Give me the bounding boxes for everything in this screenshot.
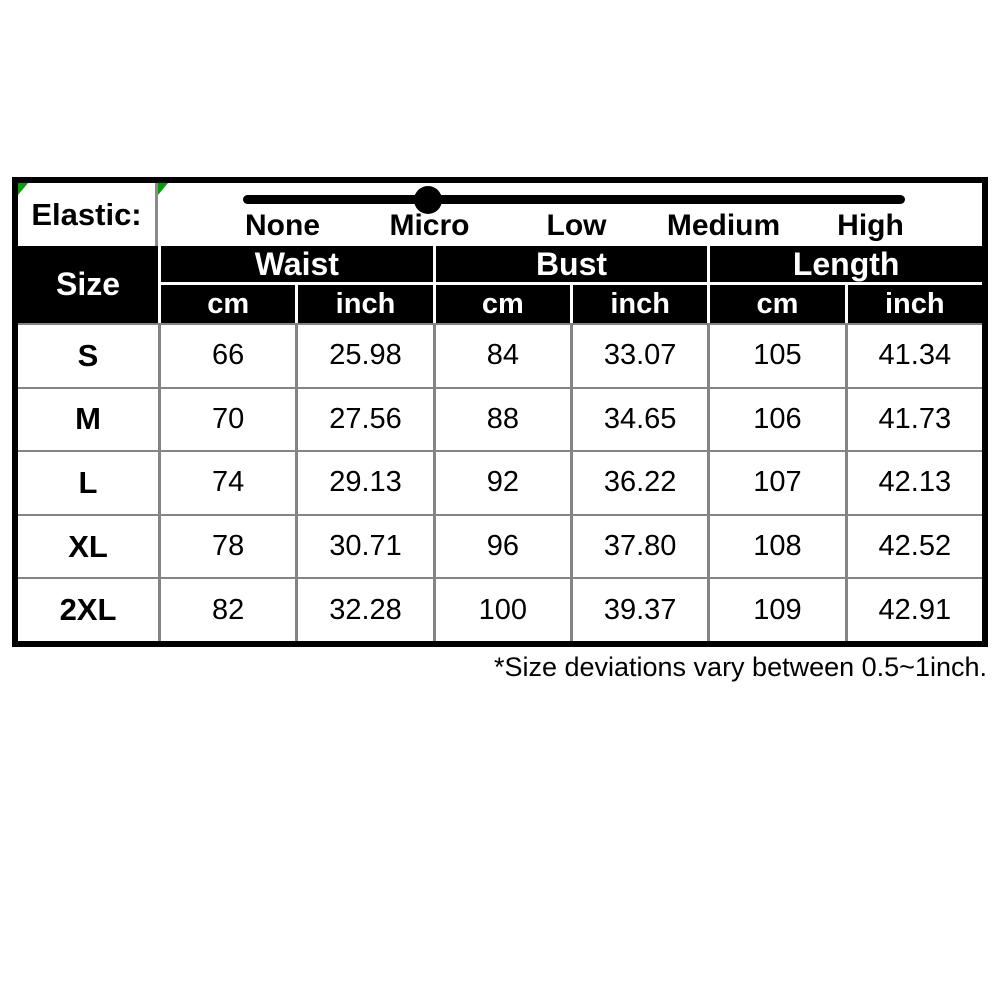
table-cell: 78 — [158, 514, 295, 578]
unit-header-bust-inch: inch — [570, 285, 707, 323]
size-label: L — [18, 450, 158, 514]
table-cell: 106 — [707, 387, 844, 451]
elastic-level-micro: Micro — [389, 209, 470, 242]
table-cell: 42.91 — [845, 577, 982, 641]
table-cell: 29.13 — [295, 450, 432, 514]
table-cell: 39.37 — [570, 577, 707, 641]
elastic-slider-cell — [158, 183, 982, 246]
table-cell: 92 — [433, 450, 570, 514]
table-cell: 42.13 — [845, 450, 982, 514]
elastic-label-cell — [18, 183, 158, 246]
table-cell: 33.07 — [570, 323, 707, 387]
elastic-level-labels — [209, 210, 944, 244]
elastic-level-low: Low — [546, 209, 607, 242]
table-cell: 96 — [433, 514, 570, 578]
table-cell: 107 — [707, 450, 844, 514]
cell-flag-icon — [158, 183, 168, 195]
elastic-label: Elastic: — [31, 196, 142, 232]
table-cell: 42.52 — [845, 514, 982, 578]
cell-flag-icon — [18, 183, 28, 195]
size-label: S — [18, 323, 158, 387]
group-header-waist: Waist — [158, 246, 433, 285]
table-cell: 88 — [433, 387, 570, 451]
elastic-slider-track — [243, 195, 905, 204]
table-cell: 30.71 — [295, 514, 432, 578]
table-cell: 84 — [433, 323, 570, 387]
table-cell: 100 — [433, 577, 570, 641]
table-cell: 27.56 — [295, 387, 432, 451]
size-deviation-footnote: *Size deviations vary between 0.5~1inch. — [493, 652, 987, 682]
group-header-length: Length — [707, 246, 982, 285]
unit-header-bust-cm: cm — [433, 285, 570, 323]
column-header-size: Size — [18, 246, 158, 323]
table-cell: 108 — [707, 514, 844, 578]
unit-header-waist-cm: cm — [158, 285, 295, 323]
table-cell: 109 — [707, 577, 844, 641]
table-cell: 25.98 — [295, 323, 432, 387]
table-cell: 70 — [158, 387, 295, 451]
table-cell: 37.80 — [570, 514, 707, 578]
table-cell: 74 — [158, 450, 295, 514]
table-cell: 34.65 — [570, 387, 707, 451]
table-cell: 105 — [707, 323, 844, 387]
table-cell: 82 — [158, 577, 295, 641]
table-cell: 66 — [158, 323, 295, 387]
elastic-level-none: None — [245, 209, 320, 242]
elastic-level-high: High — [837, 209, 904, 242]
size-label: M — [18, 387, 158, 451]
size-chart-table — [12, 177, 988, 647]
table-cell: 41.73 — [845, 387, 982, 451]
size-label: 2XL — [18, 577, 158, 641]
group-header-bust: Bust — [433, 246, 708, 285]
unit-header-length-inch: inch — [845, 285, 982, 323]
size-label: XL — [18, 514, 158, 578]
elastic-level-medium: Medium — [666, 209, 781, 242]
table-cell: 41.34 — [845, 323, 982, 387]
table-cell: 32.28 — [295, 577, 432, 641]
unit-header-length-cm: cm — [707, 285, 844, 323]
unit-header-waist-inch: inch — [295, 285, 432, 323]
table-cell: 36.22 — [570, 450, 707, 514]
